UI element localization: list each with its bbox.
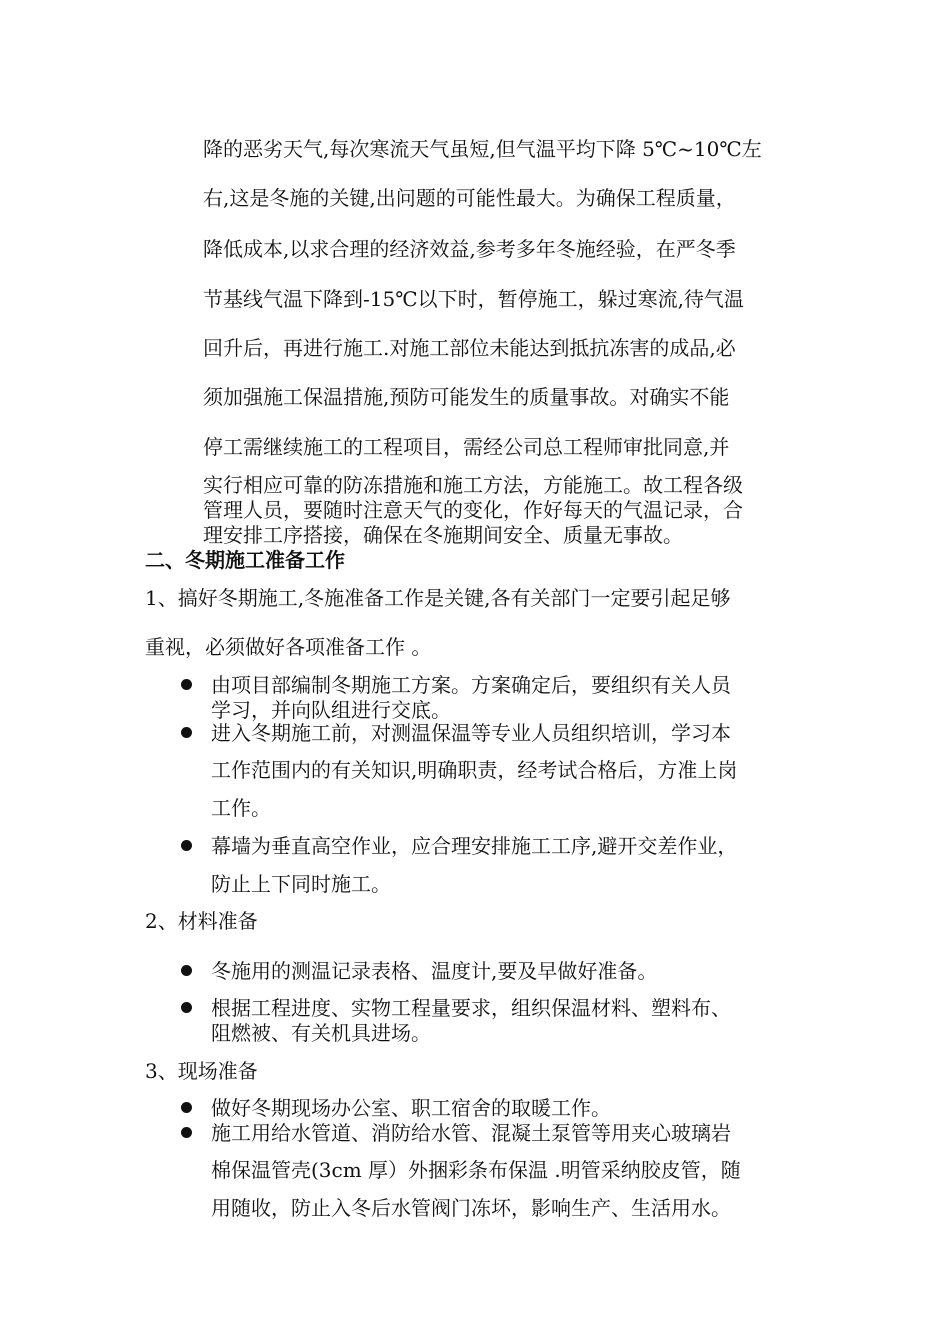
list-item-text: 学习，并向队组进行交底。 (211, 698, 451, 722)
bullet-icon (181, 965, 192, 976)
section-heading: 二、冬期施工准备工作 (145, 548, 345, 572)
text-line: 节基线气温下降到-15℃以下时，暂停施工，躲过寒流,待气温 (203, 287, 744, 311)
text-line: 回升后，再进行施工.对施工部位未能达到抵抗冻害的成品,必 (203, 336, 736, 360)
list-item-text: 工作。 (211, 796, 271, 820)
list-item-text: 冬施用的测温记录表格、温度计,要及早做好准备。 (211, 959, 658, 983)
bullet-icon (181, 840, 192, 851)
list-item-text: 用随收，防止入冬后水管阀门冻坏，影响生产、生活用水。 (211, 1196, 731, 1220)
list-item-text: 进入冬期施工前，对测温保温等专业人员组织培训，学习本 (211, 721, 731, 745)
numbered-item: 3、现场准备 (145, 1059, 258, 1083)
text-line: 管理人员，要随时注意天气的变化，作好每天的气温记录，合 (203, 498, 743, 522)
text-line: 停工需继续施工的工程项目，需经公司总工程师审批同意,并 (203, 435, 730, 459)
bullet-icon (181, 679, 192, 690)
list-item-text: 由项目部编制冬期施工方案。方案确定后，要组织有关人员 (211, 673, 731, 697)
numbered-item: 2、材料准备 (145, 909, 258, 933)
list-item-text: 施工用给水管道、消防给水管、混凝土泵管等用夹心玻璃岩 (211, 1121, 731, 1145)
list-item-text: 工作范围内的有关知识,明确职责，经考试合格后，方准上岗 (211, 758, 738, 782)
list-item-text: 阻燃被、有关机具进场。 (211, 1021, 431, 1045)
numbered-item: 1、搞好冬期施工,冬施准备工作是关键,各有关部门一定要引起足够 (145, 586, 731, 610)
list-item-text: 根据工程进度、实物工程量要求，组织保温材料、塑料布、 (211, 996, 731, 1020)
list-item-text: 做好冬期现场办公室、职工宿舍的取暖工作。 (211, 1096, 611, 1120)
list-item-text: 防止上下同时施工。 (211, 872, 391, 896)
bullet-icon (181, 727, 192, 738)
text-line: 右,这是冬施的关键,出问题的可能性最大。为确保工程质量， (203, 186, 736, 210)
text-line: 须加强施工保温措施,预防可能发生的质量事故。对确实不能 (203, 385, 730, 409)
bullet-icon (181, 1102, 192, 1113)
bullet-icon (181, 1002, 192, 1013)
list-item-text: 幕墙为垂直高空作业，应合理安排施工工序,避开交差作业， (211, 834, 738, 858)
bullet-icon (181, 1127, 192, 1138)
text-line: 实行相应可靠的防冻措施和施工方法，方能施工。故工程各级 (203, 473, 743, 497)
list-item-text: 棉保温管壳(3cm 厚）外捆彩条布保温 .明管采纳胶皮管，随 (211, 1158, 741, 1182)
text-line: 理安排工序搭接，确保在冬施期间安全、质量无事故。 (203, 523, 683, 547)
text-line: 降低成本,以求合理的经济效益,参考多年冬施经验，在严冬季 (203, 237, 736, 261)
text-line: 降的恶劣天气,每次寒流天气虽短,但气温平均下降 5℃~10℃左 (203, 137, 762, 161)
numbered-item-continuation: 重视，必须做好各项准备工作 。 (145, 635, 432, 659)
